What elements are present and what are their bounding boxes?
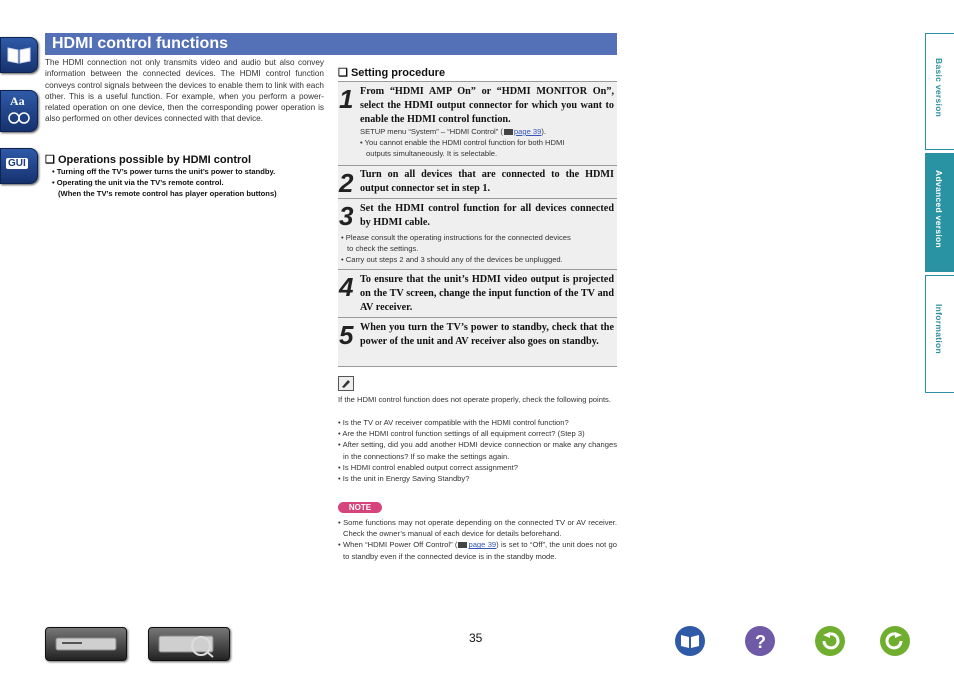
- book-icon[interactable]: [0, 37, 38, 73]
- svg-text:?: ?: [755, 632, 766, 652]
- player-rear-panel-button[interactable]: [148, 627, 230, 661]
- tab-label: Basic version: [934, 58, 944, 118]
- page-link[interactable]: page 39: [513, 127, 542, 136]
- step-text: Turn on all devices that are connected to the HDMI output connector set in step 1.: [360, 169, 614, 194]
- tips-intro: If the HDMI control function does not operate properly, check the following points.: [338, 395, 611, 404]
- step-3: [338, 198, 617, 269]
- forward-button[interactable]: [880, 626, 910, 656]
- step-note: • Please consult the operating instructions for the connected devices: [341, 233, 571, 242]
- menu-ref-text: SETUP menu “System” – “HDMI Control” (: [360, 127, 503, 136]
- section-header: [45, 33, 617, 55]
- tips-item: • Are the HDMI control function settings of all equipment correct? (Step 3): [338, 429, 585, 439]
- tab-basic-version[interactable]: [925, 33, 954, 150]
- step-number: 3: [339, 201, 354, 231]
- tab-advanced-version[interactable]: [925, 153, 954, 272]
- forward-arrow-icon: [880, 626, 910, 656]
- intro-paragraph: The HDMI connection not only transmits video and audio but also convey information between the connected devices. The HDMI control function conveys control signals between the devices to enable them to link with each other. This is a useful function. For example, when you perform a power-related operation on one device, then the corresponding power operation is also performed on other devices connected with that device.: [45, 58, 324, 124]
- step-number: 4: [339, 272, 354, 302]
- step-number: 2: [339, 168, 354, 198]
- setting-title-text: Setting procedure: [350, 67, 446, 79]
- pencil-icon: [338, 376, 354, 391]
- tab-label: Advanced version: [934, 170, 944, 249]
- note-item-text: • When “HDMI Power Off Control” (: [338, 540, 458, 550]
- step-number: 5: [339, 320, 354, 350]
- step-text: To ensure that the unit’s HDMI video output is projected on the TV screen, change the input function of the TV and AV receiver.: [360, 274, 614, 313]
- gui-icon-label: GUI: [8, 158, 26, 169]
- back-button[interactable]: [815, 626, 845, 656]
- glossary-icon-label: Aa: [10, 94, 25, 108]
- help-button[interactable]: [745, 626, 775, 656]
- note-item: [338, 539, 617, 561]
- step-note: to check the settings.: [347, 244, 419, 253]
- step-5: [338, 317, 617, 367]
- checkbox-square-icon: ❑: [45, 154, 55, 166]
- glossary-icon[interactable]: [0, 90, 38, 132]
- tab-label: Information: [934, 304, 944, 355]
- book-icon: [675, 626, 705, 656]
- note-badge: NOTE: [338, 502, 382, 513]
- note-item: • Some functions may not operate depending on the connected TV or AV receiver. Check the owner’s manual of each device for details beforehand.: [338, 518, 617, 539]
- contents-button[interactable]: [675, 626, 705, 656]
- step-note: outputs simultaneously. It is selectable.: [366, 149, 498, 158]
- tips-list: [338, 417, 617, 484]
- page-ref-icon: [504, 129, 513, 135]
- tips-item: • Is the TV or AV receiver compatible with the HDMI control function?: [338, 418, 569, 427]
- page-title: HDMI control functions: [52, 35, 228, 52]
- tips-item: • Is the unit in Energy Saving Standby?: [338, 474, 470, 484]
- tips-item: • Is HDMI control enabled output correct assignment?: [338, 462, 518, 472]
- step-4: [338, 269, 617, 317]
- step-menu-ref: [360, 126, 546, 137]
- operations-item: • Turning off the TV’s power turns the unit’s power to standby.: [52, 167, 276, 176]
- back-arrow-icon: [815, 626, 845, 656]
- step-1: [338, 81, 617, 165]
- note-item-text: ) is set to “Off”, the unit does not go to standby even if the connected device is in the standby mode.: [343, 540, 618, 561]
- step-2: [338, 165, 617, 198]
- step-text: Set the HDMI control function for all devices connected by HDMI cable.: [360, 203, 614, 228]
- operations-title: [45, 153, 251, 166]
- tab-information[interactable]: [925, 275, 954, 393]
- step-text: From “HDMI AMP On” or “HDMI MONITOR On”, select the HDMI output connector for which you want to enable the HDMI control function.: [360, 86, 614, 125]
- setting-title: [338, 66, 445, 79]
- note-list: [338, 517, 617, 562]
- page-ref-icon: [458, 542, 467, 548]
- operations-item: • Operating the unit via the TV’s remote control.: [52, 178, 224, 187]
- step-text: When you turn the TV’s power to standby, check that the power of the unit and AV receiver also goes on standby.: [360, 322, 614, 347]
- checkbox-square-icon: ❑: [338, 67, 348, 79]
- operations-title-text: Operations possible by HDMI control: [57, 154, 252, 166]
- step-note: • Carry out steps 2 and 3 should any of the devices be unplugged.: [341, 255, 563, 264]
- page-number: 35: [469, 631, 483, 645]
- step-note: • You cannot enable the HDMI control function for both HDMI: [360, 138, 565, 147]
- tips-item: • After setting, did you add another HDMI device connection or make any changes in the connections? If so make the settings again.: [338, 440, 617, 461]
- player-front-panel-button[interactable]: [45, 627, 127, 661]
- step-number: 1: [339, 84, 354, 114]
- operations-item: (When the TV’s remote control has player operation buttons): [58, 189, 277, 198]
- menu-ref-end: ).: [541, 127, 546, 136]
- gui-icon[interactable]: [0, 148, 38, 184]
- page-link[interactable]: page 39: [468, 540, 497, 550]
- question-icon: [745, 626, 775, 656]
